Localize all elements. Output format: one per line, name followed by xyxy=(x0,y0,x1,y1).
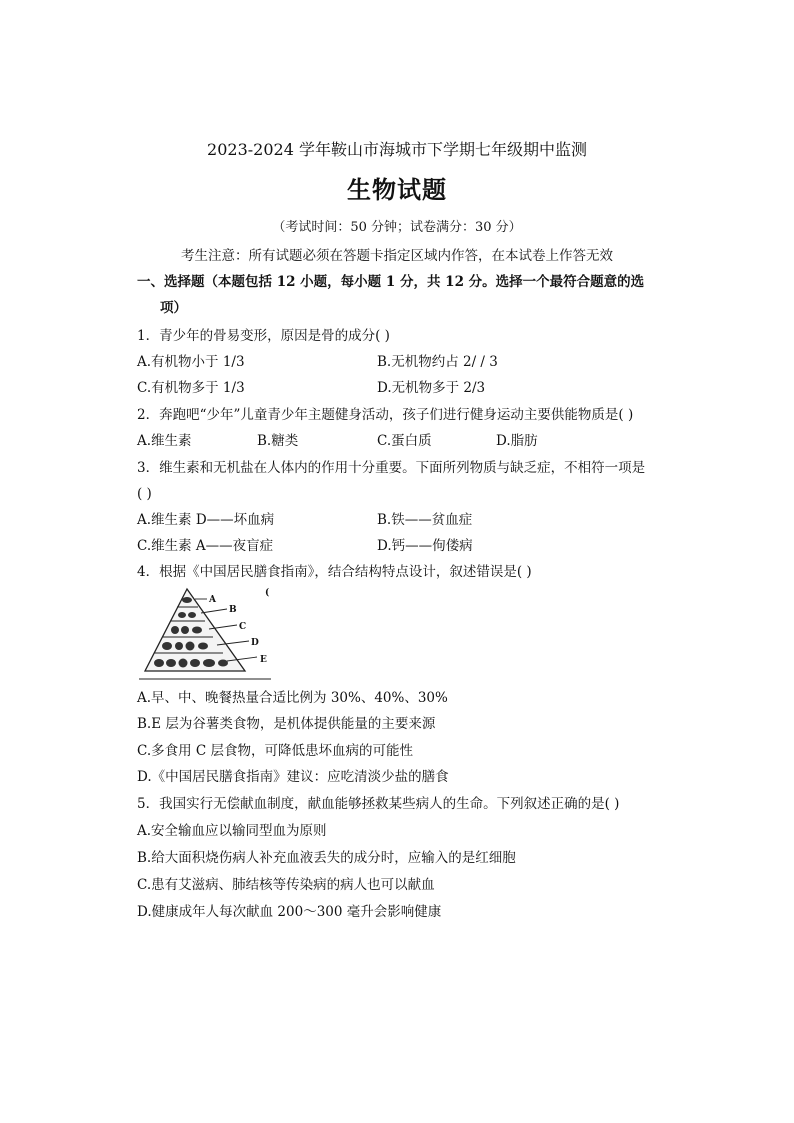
section-heading: 一、选择题（本题包括 12 小题，每小题 1 分，共 12 分。选择一个最符合题意的选 xyxy=(137,274,645,290)
question-4-option-a: A.早、中、晚餐热量合适比例为 30%、40%、30% xyxy=(137,690,448,706)
question-2-option-b: B.糖类 xyxy=(257,433,299,449)
food-pyramid-figure xyxy=(137,585,273,681)
layer-label-a: A xyxy=(209,595,216,605)
question-5-option-b: B.给大面积烧伤病人补充血液丢失的成分时，应输入的是红细胞 xyxy=(137,850,516,866)
subject-title: 生物试题 xyxy=(347,175,447,204)
layer-label-e: E xyxy=(260,655,267,665)
section-heading-cont: 项） xyxy=(160,300,187,316)
notice: 考生注意：所有试题必须在答题卡指定区域内作答，在本试卷上作答无效 xyxy=(181,248,613,264)
question-5-option-d: D.健康成年人每次献血 200～300 毫升会影响健康 xyxy=(137,904,442,920)
question-5-option-c: C.患有艾滋病、肺结核等传染病的病人也可以献血 xyxy=(137,877,435,893)
figure-mark: ( xyxy=(265,588,270,598)
exam-title: 2023-2024 学年鞍山市海城市下学期七年级期中监测 xyxy=(207,140,587,159)
question-2-stem: 2．奔跑吧“少年”儿童青少年主题健身活动，孩子们进行健身运动主要供能物质是( ) xyxy=(137,407,634,423)
question-3-option-d: D.钙——佝偻病 xyxy=(377,538,473,554)
question-4-stem: 4．根据《中国居民膳食指南》，结合结构特点设计，叙述错误是( ) xyxy=(137,564,532,580)
question-4-option-c: C.多食用 C 层食物，可降低患坏血病的可能性 xyxy=(137,743,414,759)
question-1-stem: 1．青少年的骨易变形，原因是骨的成分( ) xyxy=(137,328,390,344)
question-1-option-b: B.无机物约占 2/ / 3 xyxy=(377,354,498,370)
question-1-option-d: D.无机物多于 2/3 xyxy=(377,380,486,396)
question-2-option-a: A.维生素 xyxy=(137,433,192,449)
question-4-option-b: B.E 层为谷薯类食物，是机体提供能量的主要来源 xyxy=(137,716,436,732)
question-3-stem: 3．维生素和无机盐在人体内的作用十分重要。下面所列物质与缺乏症，不相符一项是 xyxy=(137,460,646,476)
layer-label-d: D xyxy=(251,638,259,648)
question-4-option-d: D.《中国居民膳食指南》建议：应吃清淡少盐的膳食 xyxy=(137,769,449,785)
layer-label-b: B xyxy=(229,605,237,615)
question-2-option-c: C.蛋白质 xyxy=(377,433,432,449)
question-1-option-a: A.有机物小于 1/3 xyxy=(137,354,245,370)
question-3-stem-cont: ( ) xyxy=(137,486,152,502)
question-5-option-a: A.安全输血应以输同型血为原则 xyxy=(137,823,327,839)
exam-info: （考试时间：50 分钟；试卷满分：30 分） xyxy=(272,220,522,235)
question-3-option-b: B.铁——贫血症 xyxy=(377,512,473,528)
question-3-option-c: C.维生素 A——夜盲症 xyxy=(137,538,274,554)
question-1-option-c: C.有机物多于 1/3 xyxy=(137,380,245,396)
layer-label-c: C xyxy=(239,622,247,632)
question-3-option-a: A.维生素 D——坏血病 xyxy=(137,512,275,528)
question-5-stem: 5．我国实行无偿献血制度，献血能够拯救某些病人的生命。下列叙述正确的是( ) xyxy=(137,796,620,812)
question-2-option-d: D.脂肪 xyxy=(496,433,538,449)
